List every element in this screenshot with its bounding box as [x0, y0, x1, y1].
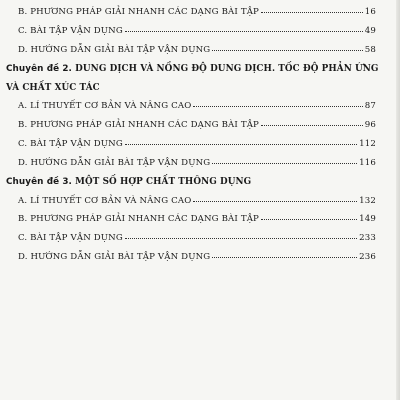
chapter-title-line2: VÀ CHẤT XÚC TÁC — [6, 83, 100, 93]
page-edge — [396, 0, 400, 400]
dot-leader — [125, 137, 357, 145]
toc-entry-page: 149 — [359, 214, 376, 224]
chapter-prefix: Chuyên đề 2. — [6, 64, 72, 74]
toc-entry-page: 112 — [359, 139, 376, 149]
toc-entry-label: B. PHƯƠNG PHÁP GIẢI NHANH CÁC DẠNG BÀI TẬP — [18, 214, 259, 224]
toc-entry-page: 58 — [364, 45, 376, 55]
dot-leader — [125, 24, 363, 32]
chapter-title: MỘT SỐ HỢP CHẤT THÔNG DỤNG — [75, 177, 252, 187]
toc-entry-label: A. LÍ THUYẾT CƠ BẢN VÀ NÂNG CAO — [18, 196, 192, 206]
toc-entry-label: C. BÀI TẬP VẬN DỤNG — [18, 139, 123, 149]
toc-entry-label: C. BÀI TẬP VẬN DỤNG — [18, 26, 123, 36]
toc-entry-page: 233 — [359, 233, 376, 243]
toc-entry-label: A. LÍ THUYẾT CƠ BẢN VÀ NÂNG CAO — [18, 101, 192, 111]
toc-entry-page: 116 — [359, 158, 376, 168]
toc-entry — [6, 138, 376, 152]
chapter-prefix: Chuyên đề 3. — [6, 177, 72, 187]
chapter-title: DUNG DỊCH VÀ NỒNG ĐỘ DUNG DỊCH. TỐC ĐỘ PHẢN ỨNG — [75, 64, 379, 74]
toc-entry-label: B. PHƯƠNG PHÁP GIẢI NHANH CÁC DẠNG BÀI TẬP — [18, 120, 259, 130]
chapter-heading — [6, 175, 386, 190]
toc-entry-label: D. HƯỚNG DẪN GIẢI BÀI TẬP VẬN DỤNG — [18, 158, 211, 168]
chapter-heading-continued — [6, 81, 386, 96]
toc-entry-page: 49 — [364, 26, 376, 36]
toc-entry-page: 132 — [359, 196, 376, 206]
toc-entry-label: D. HƯỚNG DẪN GIẢI BÀI TẬP VẬN DỤNG — [18, 45, 211, 55]
dot-leader — [193, 194, 357, 202]
toc-entry — [6, 119, 376, 133]
dot-leader — [212, 250, 357, 258]
dot-leader — [212, 43, 362, 51]
toc-entry — [6, 25, 376, 39]
toc-entry — [6, 44, 376, 58]
toc-entry — [6, 195, 376, 209]
toc-entry-page: 16 — [364, 7, 376, 17]
dot-leader — [261, 118, 363, 126]
dot-leader — [212, 156, 357, 164]
chapter-heading — [6, 62, 386, 77]
toc-entry-page: 236 — [359, 252, 376, 262]
toc-entry — [6, 251, 376, 265]
toc-entry-page: 87 — [364, 101, 376, 111]
toc-entry-label: C. BÀI TẬP VẬN DỤNG — [18, 233, 123, 243]
dot-leader — [261, 212, 357, 220]
toc-entry — [6, 232, 376, 246]
toc-entry — [6, 6, 376, 20]
dot-leader — [193, 99, 362, 107]
toc-entry — [6, 157, 376, 171]
toc-entry-page: 96 — [364, 120, 376, 130]
toc-entry — [6, 213, 376, 227]
toc-entry-label: D. HƯỚNG DẪN GIẢI BÀI TẬP VẬN DỤNG — [18, 252, 211, 262]
dot-leader — [125, 231, 357, 239]
toc-entry — [6, 100, 376, 114]
dot-leader — [261, 5, 363, 13]
toc-entry-label: B. PHƯƠNG PHÁP GIẢI NHANH CÁC DẠNG BÀI TẬP — [18, 7, 259, 17]
